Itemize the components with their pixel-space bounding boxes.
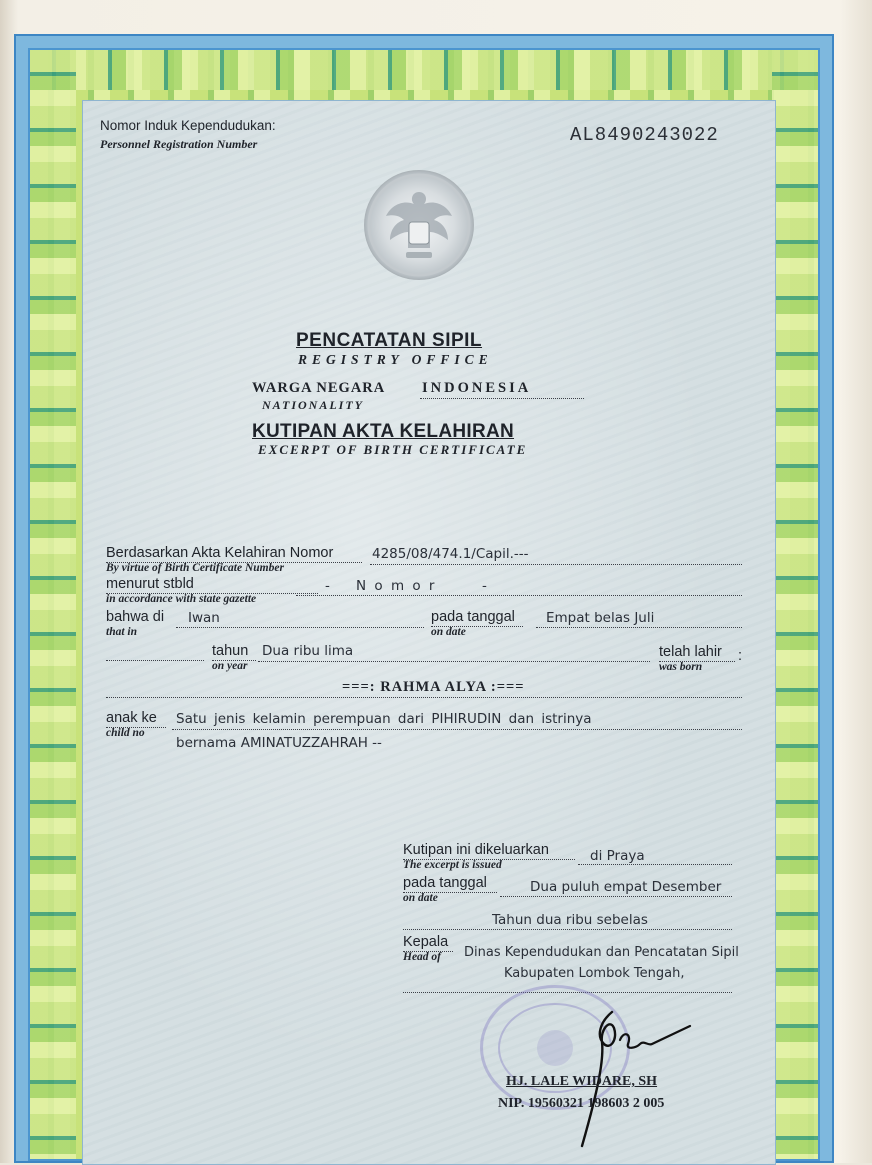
nationality-label: WARGA NEGARA [252,380,386,396]
child-label-en: child no [106,727,145,739]
cert-number-label-en: By virtue of Birth Certificate Number [106,562,284,574]
date-label-en: on date [431,626,466,638]
signatory-nip: NIP. 19560321 198603 2 005 [498,1096,665,1111]
garuda-emblem-svg [364,170,474,280]
border-pattern-left [30,50,76,1159]
head-label: Kepala [403,934,449,950]
cert-number-dotline [370,564,742,565]
issued-year-value: Tahun dua ribu sebelas [492,912,648,928]
born-label-en: was born [659,661,703,673]
date-dotline [536,627,742,628]
place-dotline [176,627,424,628]
issued-place: di Praya [590,848,645,864]
signatory-name: HJ. LALE WIDARE, SH [506,1074,658,1089]
cert-number-label: Berdasarkan Akta Kelahiran Nomor [106,545,334,561]
issued-label: Kutipan ini dikeluarkan [403,842,549,858]
place-label: bahwa di [106,609,165,625]
born-colon: : [738,648,743,664]
stbld-label: menurut stbld [106,576,194,592]
issued-year-dotline [403,929,732,930]
cert-number-value: 4285/08/474.1/Capil.--- [372,546,529,562]
issued-label-en: The excerpt is issued [403,859,502,871]
nationality-dotline [420,398,584,399]
registration-number: AL8490243022 [570,124,719,146]
stbld-nomor: N o m o r [356,578,437,594]
born-label: telah lahir [659,644,722,660]
issued-date-dotline [500,896,732,897]
document-title: KUTIPAN AKTA KELAHIRAN [252,421,515,442]
place-value: Iwan [188,610,220,626]
year-left-dotline [106,660,204,661]
stbld-label-en: in accordance with state gazette [106,593,257,605]
child-info-dotline [172,729,742,730]
registration-label-en: Personnel Registration Number [100,137,258,151]
child-name: ===: RAHMA ALYA :=== [342,679,525,695]
stbld-dotline [296,595,742,596]
year-value: Dua ribu lima [262,643,354,659]
garuda-emblem-icon [364,170,474,280]
stbld-dash: - [325,578,330,594]
nationality-value: INDONESIA [422,380,532,396]
child-info-line1: Satu jenis kelamin perempuan dari PIHIRUDIN dan istrinya [176,711,592,727]
issued-date-value: Dua puluh empat Desember [530,879,722,895]
document-subtitle: EXCERPT OF BIRTH CERTIFICATE [258,442,528,457]
year-label-en: on year [212,660,248,672]
head-line1: Dinas Kependudukan dan Pencatatan Sipil [464,945,739,960]
child-info-line2: bernama AMINATUZZAHRAH -- [176,735,382,751]
place-label-en: that in [106,626,138,638]
issued-place-dotline [578,864,732,865]
child-label: anak ke [106,710,157,726]
head-label-en: Head of [403,951,442,963]
child-name-dotline [106,697,742,698]
office-title: PENCATATAN SIPIL [296,330,483,351]
border-pattern-top [30,50,818,90]
year-label: tahun [212,643,249,659]
border-pattern-right [772,50,818,1159]
nationality-label-en: NATIONALITY [262,398,365,412]
head-line2: Kabupaten Lombok Tengah, [504,966,685,981]
year-dotline [258,661,650,662]
issued-date-label-en: on date [403,892,438,904]
date-label: pada tanggal [431,609,515,625]
date-value: Empat belas Juli [546,610,655,626]
issued-date-label: pada tanggal [403,875,487,891]
registration-label-id: Nomor Induk Kependudukan: [100,118,276,133]
office-subtitle: REGISTRY OFFICE [298,352,493,367]
stbld-dash-2: - [482,578,487,594]
